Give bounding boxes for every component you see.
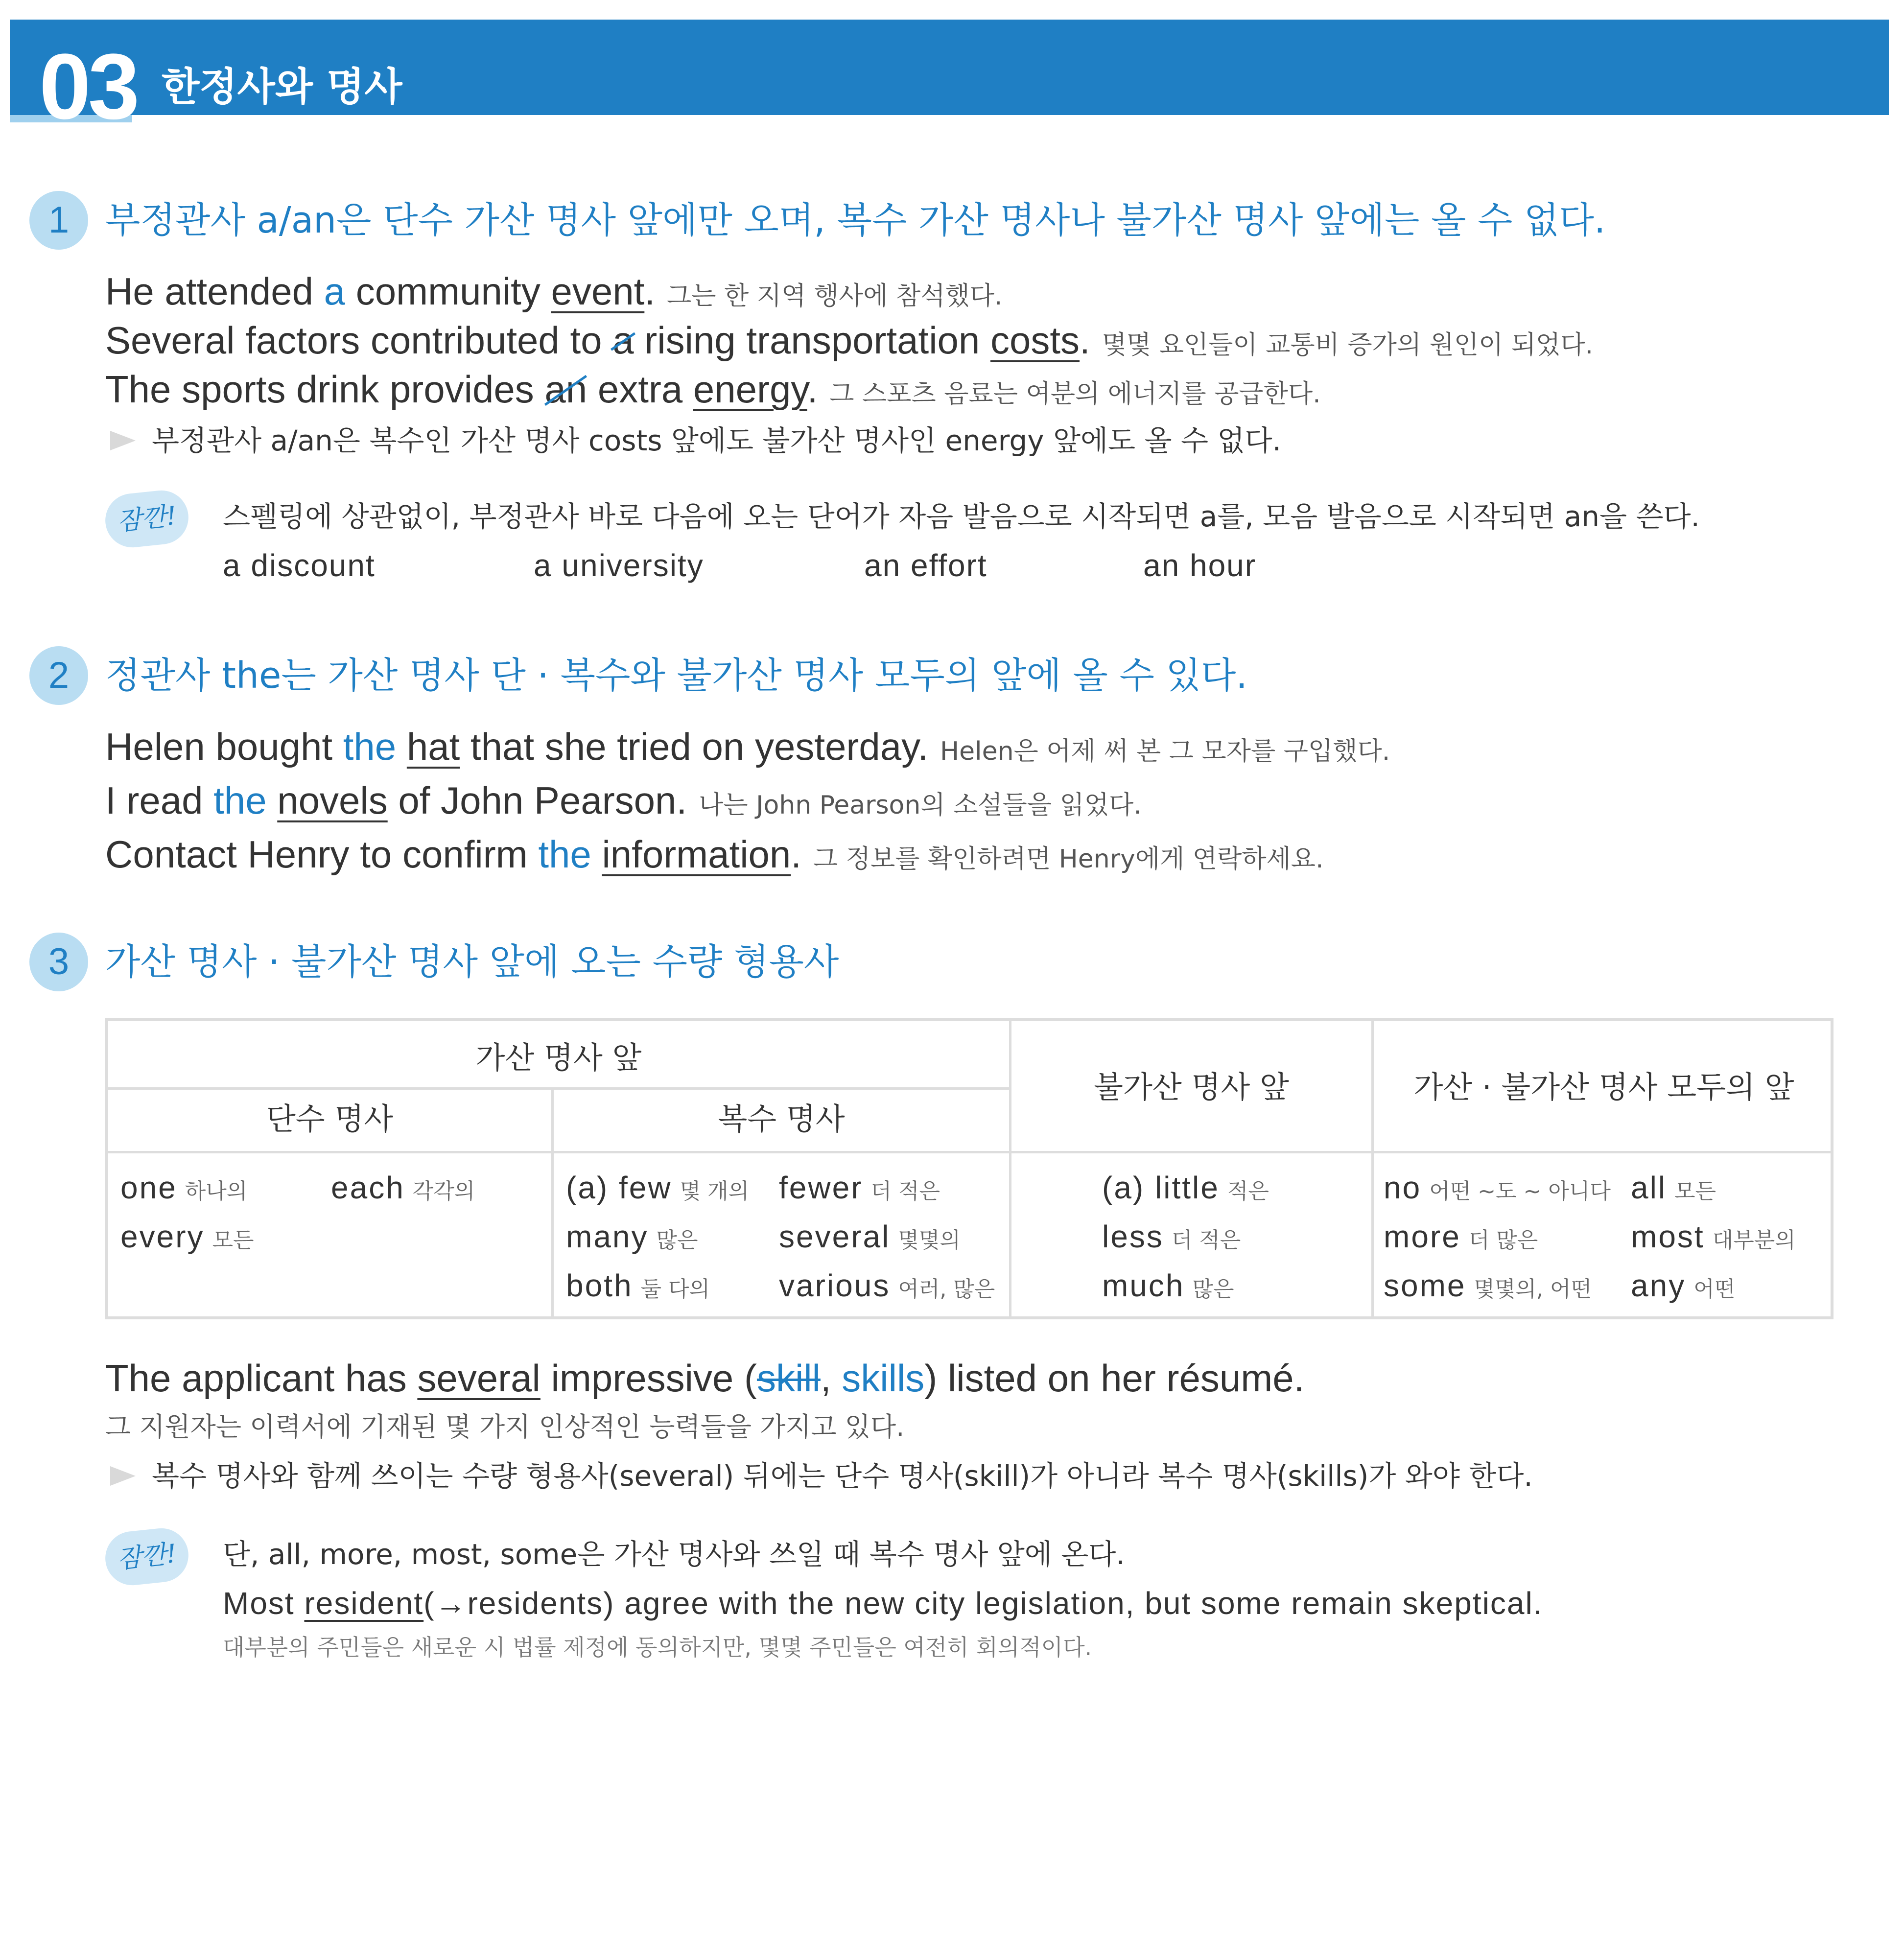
table-cell: any 어떤 (1631, 1268, 1736, 1303)
header-uncountable: 불가산 명사 앞 (1094, 1069, 1289, 1105)
s3-example: The applicant has several impressive (skill, skills) listed on her résumé. (105, 1357, 1305, 1400)
table-divider (108, 1087, 1009, 1090)
table-cell: less 더 적은 (1102, 1219, 1241, 1254)
quantifier-table (105, 1018, 1833, 1319)
noun: energy (693, 368, 807, 411)
quantifier: several (417, 1357, 541, 1400)
section-3-badge: 3 (29, 933, 88, 991)
s3-note: 복수 명사와 함께 쓰이는 수량 형용사(several) 뒤에는 단수 명사(skill)가 아니라 복수 명사(skills)가 와야 한다. (152, 1459, 1533, 1493)
header-plural: 복수 명사 (718, 1101, 845, 1137)
noun: information (602, 833, 791, 876)
table-cell: more 더 많은 (1384, 1219, 1538, 1254)
article: the (343, 725, 397, 768)
header-countable: 가산 명사 앞 (475, 1040, 642, 1076)
article: the (213, 779, 267, 822)
translation: 그는 한 지역 행사에 참석했다. (666, 281, 1003, 311)
s2-example-2: I read the novels of John Pearson. 나는 John Pearson의 소설들을 읽었다. (105, 779, 1142, 822)
s1-tip-text: 스펠링에 상관없이, 부정관사 바로 다음에 오는 단어가 자음 발음으로 시작되면 a를, 모음 발음으로 시작되면 an을 쓴다. (223, 500, 1700, 533)
article: the (538, 833, 591, 876)
table-cell: both 둘 다의 (566, 1268, 710, 1303)
noun: novels (277, 779, 388, 822)
error-word: resident (304, 1586, 424, 1621)
crossed-article: an (544, 368, 588, 411)
noun: event (551, 270, 645, 313)
translation: Helen은 어제 써 본 그 모자를 구입했다. (940, 737, 1390, 766)
tip-example: an effort (864, 548, 987, 583)
header-both: 가산 · 불가산 명사 모두의 앞 (1413, 1069, 1794, 1105)
table-cell: one 하나의 (120, 1170, 248, 1205)
translation: 나는 John Pearson의 소설들을 읽었다. (699, 791, 1142, 820)
table-cell: all 모든 (1631, 1170, 1716, 1205)
s1-example-1: He attended a community event. 그는 한 지역 행사에 참석했다. (105, 270, 1003, 313)
section-1-title: 부정관사 a/an은 단수 가산 명사 앞에만 오며, 복수 가산 명사나 불가산 명사 앞에는 올 수 없다. (105, 199, 1606, 241)
table-cell: much 많은 (1102, 1268, 1234, 1303)
translation: 그 정보를 확인하려면 Henry에게 연락하세요. (813, 844, 1324, 874)
table-cell: various 여러, 많은 (779, 1268, 995, 1303)
noun: costs (990, 319, 1080, 362)
section-3-title: 가산 명사 · 불가산 명사 앞에 오는 수량 형용사 (105, 941, 839, 983)
note-arrow-icon (110, 431, 136, 450)
tip-badge-icon: 잠깐! (103, 1525, 191, 1588)
table-cell: several 몇몇의 (779, 1219, 961, 1254)
tip-badge-icon: 잠깐! (103, 488, 191, 550)
s3-tip-translation: 대부분의 주민들은 새로운 시 법률 제정에 동의하지만, 몇몇 주민들은 여전히 회의적이다. (223, 1634, 1092, 1661)
tip-example: an hour (1143, 548, 1257, 583)
table-cell: some 몇몇의, 어떤 (1384, 1268, 1592, 1303)
translation: 몇몇 요인들이 교통비 증가의 원인이 되었다. (1102, 330, 1594, 360)
tip-example: a discount (223, 548, 376, 583)
tip-example: a university (534, 548, 704, 583)
chapter-number: 03 (39, 35, 137, 139)
s3-tip-example: Most resident(→residents) agree with the new city legislation, but some remain skeptical. (223, 1586, 1543, 1621)
table-cell: fewer 더 적은 (779, 1170, 940, 1205)
table-cell: (a) few 몇 개의 (566, 1170, 750, 1205)
noun: hat (406, 725, 460, 768)
s1-note: 부정관사 a/an은 복수인 가산 명사 costs 앞에도 불가산 명사인 energy 앞에도 올 수 없다. (152, 424, 1281, 457)
right-choice: skills (842, 1357, 925, 1400)
section-1-badge: 1 (29, 191, 88, 250)
s3-tip-text: 단, all, more, most, some은 가산 명사와 쓰일 때 복수 명사 앞에 온다. (223, 1538, 1125, 1571)
s2-example-3: Contact Henry to confirm the information. 그 정보를 확인하려면 Henry에게 연락하세요. (105, 833, 1324, 876)
table-cell: most 대부분의 (1631, 1219, 1796, 1254)
header-singular: 단수 명사 (266, 1101, 394, 1137)
s2-example-1: Helen bought the hat that she tried on yesterday. Helen은 어제 써 본 그 모자를 구입했다. (105, 725, 1390, 768)
s1-example-2: Several factors contributed to a rising transportation costs. 몇몇 요인들이 교통비 증가의 원인이 되었다. (105, 319, 1594, 362)
chapter-header (10, 20, 1889, 139)
note-arrow-icon (110, 1466, 136, 1486)
article: a (324, 270, 346, 313)
translation: 그 스포츠 음료는 여분의 에너지를 공급한다. (829, 379, 1321, 409)
chapter-title: 한정사와 명사 (162, 64, 402, 110)
table-divider (108, 1151, 1831, 1153)
table-cell: many 많은 (566, 1219, 698, 1254)
wrong-choice: skill (756, 1357, 821, 1400)
table-cell: each 각각의 (331, 1170, 475, 1205)
table-cell: (a) little 적은 (1102, 1170, 1269, 1205)
section-2-badge: 2 (29, 646, 88, 705)
s3-example-translation: 그 지원자는 이력서에 기재된 몇 가지 인상적인 능력들을 가지고 있다. (105, 1411, 905, 1442)
crossed-article: a (612, 319, 634, 362)
s1-example-3: The sports drink provides an extra energy. 그 스포츠 음료는 여분의 에너지를 공급한다. (105, 368, 1321, 411)
section-2-title: 정관사 the는 가산 명사 단 · 복수와 불가산 명사 모두의 앞에 올 수 있다. (105, 655, 1247, 697)
table-cell: no 어떤 ~도 ~ 아니다 (1384, 1170, 1611, 1205)
table-cell: every 모든 (120, 1219, 254, 1254)
